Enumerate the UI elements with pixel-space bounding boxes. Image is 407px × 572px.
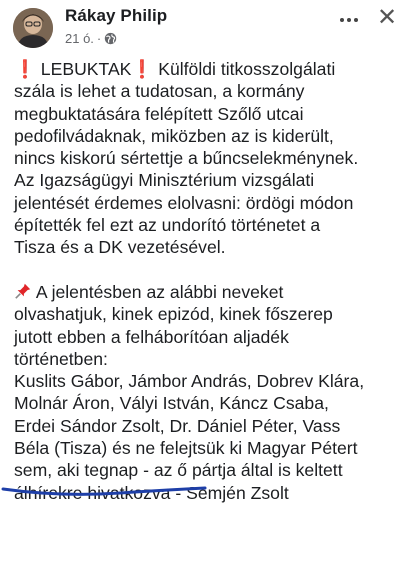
- post-time[interactable]: 21 ó.: [65, 31, 94, 46]
- post-line: sem, aki tegnap - az ő pártja által is keltett: [14, 460, 343, 481]
- globe-icon: [104, 32, 117, 45]
- post-line: építették fel ezt az undorító történetet a: [14, 215, 321, 236]
- post-line: szála is lehet a tudatosan, a kormány: [14, 81, 305, 102]
- post-line: Tisza és a DK vezetésével.: [14, 237, 226, 258]
- post-line: Erdei Sándor Zsolt, Dr. Dániel Péter, Vass: [14, 415, 341, 436]
- exclamation-icon: ❗: [131, 59, 154, 79]
- post-line: történetben:: [14, 348, 108, 369]
- author-name[interactable]: Rákay Philip: [65, 6, 168, 25]
- more-horizontal-icon: [340, 18, 344, 22]
- post-line: megbuktatására felépített Szőlő utcai: [14, 103, 304, 124]
- author-avatar[interactable]: [13, 8, 53, 48]
- post-line: A jelentésben az alábbi neveket: [14, 281, 407, 303]
- post-line: pedofilvádaknak, miközben az is kiderült,: [14, 125, 334, 146]
- close-icon[interactable]: ✕: [376, 4, 398, 31]
- exclamation-icon: ❗: [14, 59, 36, 79]
- post-header: [0, 0, 407, 58]
- post-line: Kuslits Gábor, Jámbor András, Dobrev Klára,: [14, 371, 365, 392]
- post-line: Béla (Tisza) és ne felejtsük ki Magyar Pétert: [14, 438, 358, 459]
- post-text: [14, 58, 407, 504]
- post-line: jutott ebben a felháborítóan aljadék: [14, 326, 289, 347]
- post-meta: [65, 31, 117, 46]
- post-line: jelentését érdemes elolvasni: ördögi módon: [14, 192, 354, 213]
- post-line: olvashatjuk, kinek epizód, kinek főszerep: [14, 304, 333, 325]
- paragraph-gap: [14, 259, 407, 281]
- post-line: Az Igazságügyi Minisztérium vizsgálati: [14, 170, 315, 191]
- post-line: ❗ LEBUKTAK❗ Külföldi titkosszolgálati: [14, 59, 336, 79]
- post-line: nincs kiskorú sértettje a bűncselekménynek.: [14, 148, 359, 169]
- post-line: Molnár Áron, Vályi István, Káncz Csaba,: [14, 393, 329, 414]
- pushpin-icon: [14, 282, 32, 300]
- more-options-button[interactable]: [337, 8, 361, 32]
- post-line: álhírekre hivatkozva - Semjén Zsolt: [14, 482, 289, 503]
- meta-separator: ·: [96, 31, 102, 46]
- avatar-photo: [13, 8, 53, 48]
